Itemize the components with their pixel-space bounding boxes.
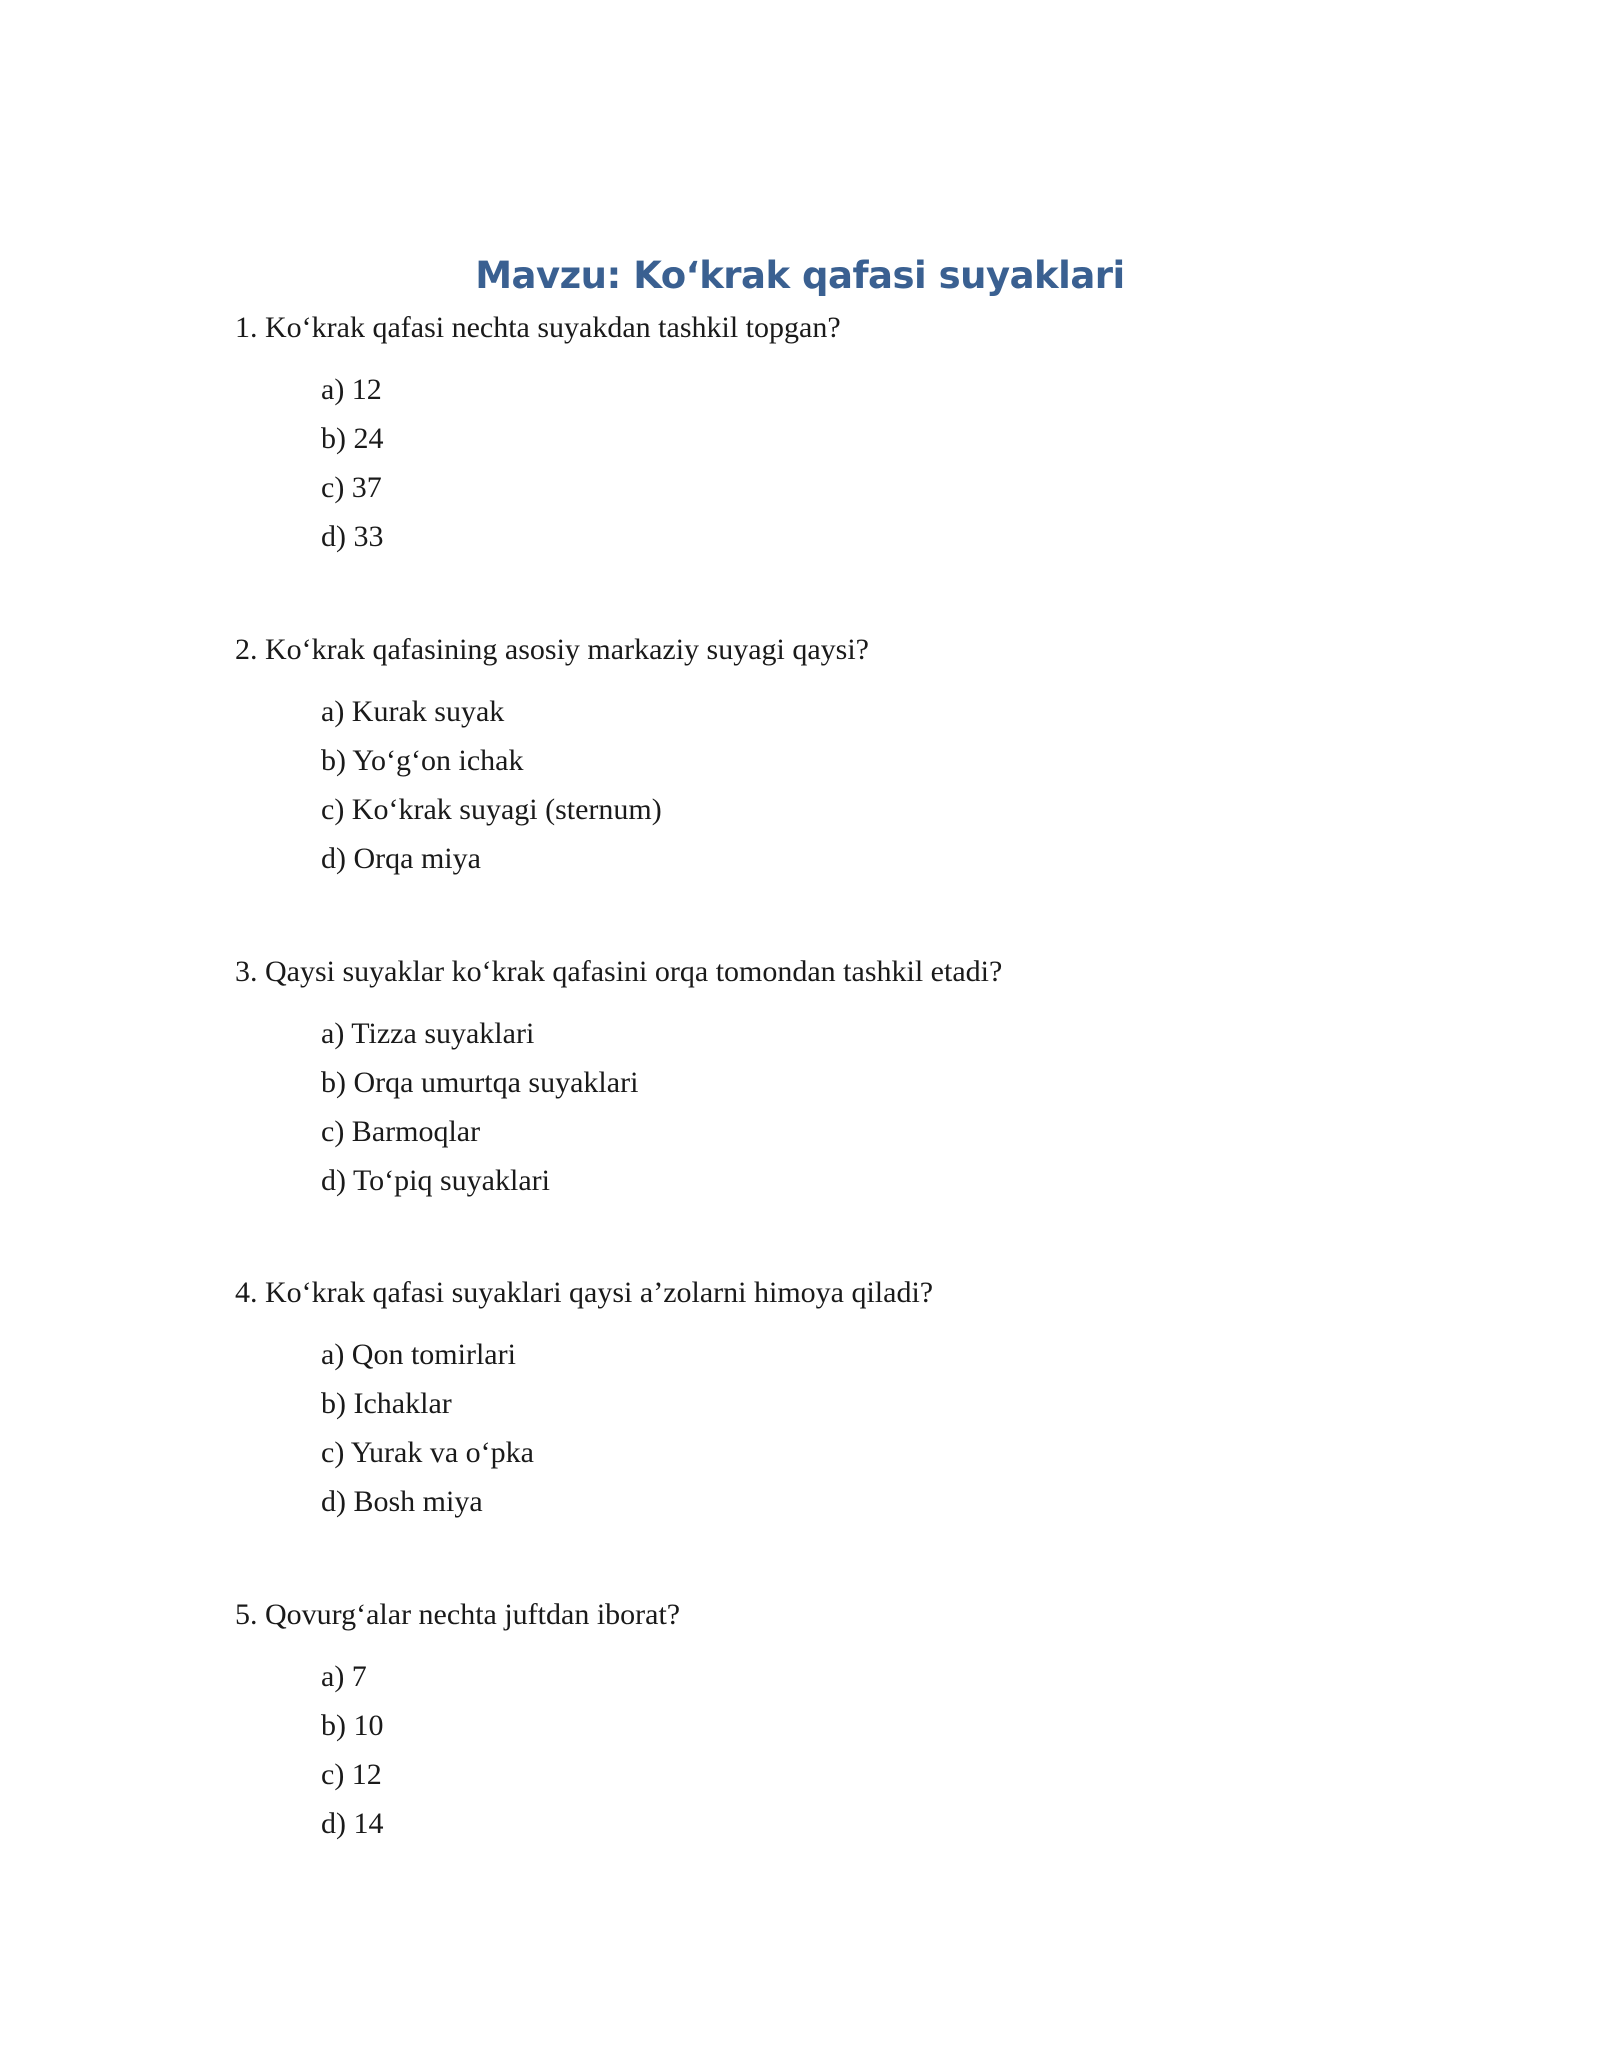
answer-option: d) Orqa miya xyxy=(321,842,481,875)
answer-option: b) Ichaklar xyxy=(321,1387,452,1420)
question-text: 2. Koʻkrak qafasining asosiy markaziy suyagi qaysi? xyxy=(235,633,869,666)
question-block xyxy=(235,630,1435,883)
answer-option: a) Qon tomirlari xyxy=(321,1338,516,1371)
answer-option: b) 10 xyxy=(321,1709,384,1742)
answer-option: d) 33 xyxy=(321,520,384,553)
question-text: 4. Koʻkrak qafasi suyaklari qaysi a’zolarni himoya qiladi? xyxy=(235,1276,934,1309)
answer-option: a) Kurak suyak xyxy=(321,695,505,728)
question-block xyxy=(235,1595,1435,1848)
answer-option: b) 24 xyxy=(321,422,384,455)
answer-options xyxy=(235,687,1435,883)
answer-option: b) Orqa umurtqa suyaklari xyxy=(321,1066,639,1099)
answer-option: c) Yurak va oʻpka xyxy=(321,1436,534,1469)
answer-option: b) Yoʻgʻon ichak xyxy=(321,744,524,777)
question-block xyxy=(235,952,1435,1205)
document-title: Mavzu: Koʻkrak qafasi suyaklari xyxy=(475,254,1125,297)
answer-option: c) Barmoqlar xyxy=(321,1115,481,1148)
answer-option: c) 37 xyxy=(321,471,382,504)
question-block xyxy=(235,308,1435,561)
question-text: 1. Koʻkrak qafasi nechta suyakdan tashkil topgan? xyxy=(235,311,841,344)
question-text: 3. Qaysi suyaklar koʻkrak qafasini orqa tomondan tashkil etadi? xyxy=(235,955,1003,988)
answer-option: a) 7 xyxy=(321,1660,367,1693)
answer-option: d) Toʻpiq suyaklari xyxy=(321,1164,550,1197)
answer-option: a) Tizza suyaklari xyxy=(321,1017,535,1050)
question-text: 5. Qovurgʻalar nechta juftdan iborat? xyxy=(235,1598,681,1631)
answer-option: c) 12 xyxy=(321,1758,382,1791)
answer-option: c) Koʻkrak suyagi (sternum) xyxy=(321,793,662,826)
answer-options xyxy=(235,1330,1435,1526)
answer-options xyxy=(235,1652,1435,1848)
answer-option: d) Bosh miya xyxy=(321,1485,483,1518)
question-block xyxy=(235,1273,1435,1526)
answer-option: a) 12 xyxy=(321,373,382,406)
answer-options xyxy=(235,1009,1435,1205)
answer-options xyxy=(235,365,1435,561)
answer-option: d) 14 xyxy=(321,1807,384,1840)
